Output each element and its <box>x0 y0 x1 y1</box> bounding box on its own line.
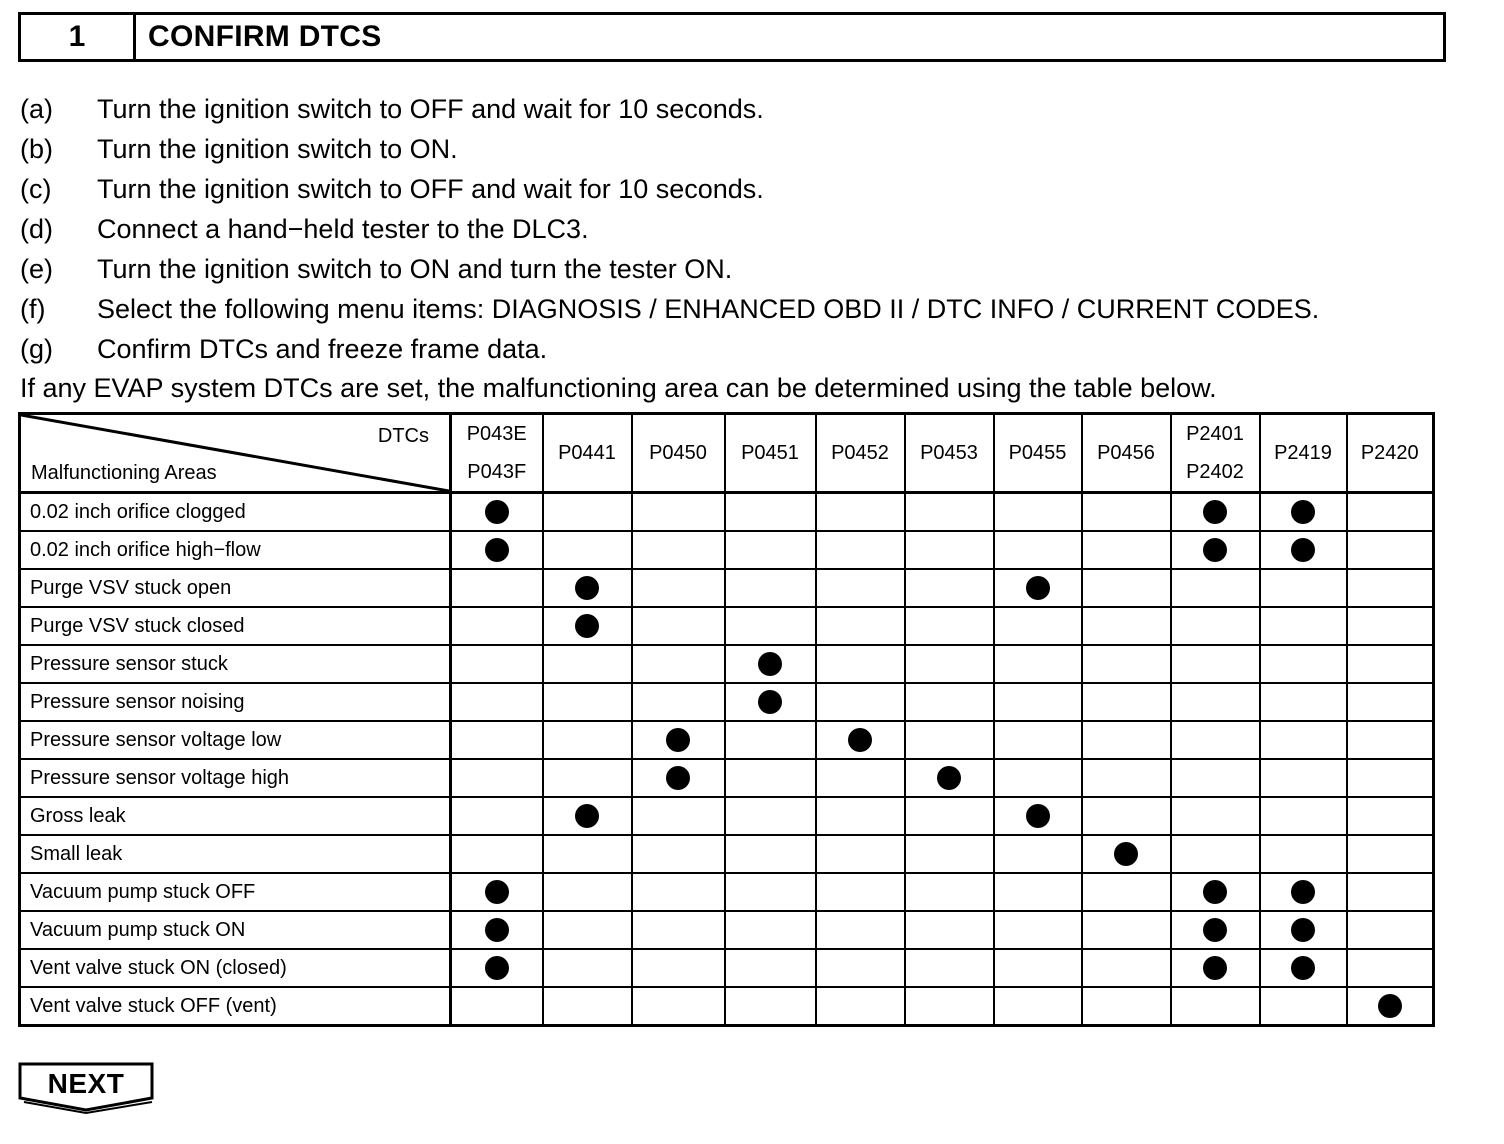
dtc-mark-cell <box>725 873 816 911</box>
dtc-mark-cell <box>725 835 816 873</box>
dtc-mark-cell <box>816 531 905 569</box>
dtc-mark-cell <box>905 569 994 607</box>
dtc-mark-cell <box>451 797 543 835</box>
dtc-mark-cell <box>1260 759 1347 797</box>
dtc-mark-cell <box>1260 873 1347 911</box>
procedure-step <box>20 89 1319 129</box>
dtc-mark-cell <box>1171 835 1260 873</box>
filled-dot-icon <box>485 956 509 980</box>
dtc-mark-cell <box>1082 797 1171 835</box>
dtc-mark-cell <box>725 797 816 835</box>
dtc-mark-cell <box>1082 987 1171 1026</box>
dtc-mark-cell <box>905 493 994 532</box>
dtc-mark-cell <box>1171 607 1260 645</box>
filled-dot-icon <box>485 538 509 562</box>
step-letter: (g) <box>20 333 53 364</box>
dtc-mark-cell <box>1347 797 1434 835</box>
procedure-step <box>20 289 1319 329</box>
dtc-code: P0451 <box>741 442 799 464</box>
dtc-code: P0455 <box>1008 442 1067 464</box>
dtc-mark-cell <box>451 949 543 987</box>
dtc-mark-cell <box>632 987 725 1026</box>
dtc-mark-cell <box>543 873 632 911</box>
filled-dot-icon <box>758 690 782 714</box>
filled-dot-icon <box>575 576 599 600</box>
dtc-mark-cell <box>543 569 632 607</box>
dtc-mark-cell <box>1082 569 1171 607</box>
dtc-column-header <box>905 414 994 493</box>
dtc-mark-cell <box>451 835 543 873</box>
dtc-mark-cell <box>1260 797 1347 835</box>
dtc-mark-cell <box>543 911 632 949</box>
table-corner-cell <box>20 414 451 493</box>
dtc-mark-cell <box>1347 683 1434 721</box>
dtc-mark-cell <box>994 645 1082 683</box>
dtc-mark-cell <box>1347 835 1434 873</box>
table-row <box>20 987 1434 1026</box>
dtc-mark-cell <box>816 835 905 873</box>
dtc-mark-cell <box>1347 911 1434 949</box>
dtc-mark-cell <box>451 911 543 949</box>
procedure-step <box>20 169 1319 209</box>
dtc-mark-cell <box>1082 873 1171 911</box>
dtc-mark-cell <box>994 721 1082 759</box>
dtc-mark-cell <box>1347 949 1434 987</box>
dtc-mark-cell <box>994 911 1082 949</box>
procedure-step <box>20 329 1319 369</box>
table-row <box>20 759 1434 797</box>
dtc-mark-cell <box>1347 721 1434 759</box>
dtc-mark-cell <box>543 645 632 683</box>
dtc-mark-cell <box>816 911 905 949</box>
dtc-mark-cell <box>543 683 632 721</box>
dtc-code: P0441 <box>558 442 616 464</box>
dtc-mark-cell <box>816 987 905 1026</box>
dtc-mark-cell <box>816 949 905 987</box>
filled-dot-icon <box>758 652 782 676</box>
filled-dot-icon <box>1203 880 1227 904</box>
dtc-mark-cell <box>451 987 543 1026</box>
dtc-mark-cell <box>1260 493 1347 532</box>
dtc-mark-cell <box>905 911 994 949</box>
dtc-mark-cell <box>451 873 543 911</box>
dtc-mark-cell <box>1347 987 1434 1026</box>
dtc-mark-cell <box>725 721 816 759</box>
dtc-mark-cell <box>543 835 632 873</box>
filled-dot-icon <box>1203 918 1227 942</box>
step-letter: (b) <box>20 133 53 164</box>
malfunction-area-cell: 0.02 inch orifice clogged <box>20 493 451 532</box>
dtc-mark-cell <box>905 607 994 645</box>
dtc-column-header <box>543 414 632 493</box>
dtc-column-header <box>451 414 543 493</box>
dtc-mark-cell <box>632 683 725 721</box>
filled-dot-icon <box>937 766 961 790</box>
dtc-column-header <box>1171 414 1260 493</box>
dtc-mark-cell <box>1082 949 1171 987</box>
table-row <box>20 911 1434 949</box>
step-letter: (a) <box>20 93 53 124</box>
dtc-mark-cell <box>816 683 905 721</box>
table-intro: If any EVAP system DTCs are set, the malfunctioning area can be determined using the table below. <box>20 372 1217 403</box>
step-title: CONFIRM DTCS <box>148 20 382 53</box>
dtc-mark-cell <box>994 987 1082 1026</box>
table-row <box>20 607 1434 645</box>
dtc-mark-cell <box>1260 607 1347 645</box>
dtc-mark-cell <box>816 493 905 532</box>
dtc-mark-cell <box>1082 531 1171 569</box>
malfunction-area-cell: Pressure sensor noising <box>20 683 451 721</box>
dtc-mark-cell <box>1171 531 1260 569</box>
dtc-mark-cell <box>1171 873 1260 911</box>
step-text: Turn the ignition switch to ON and turn the tester ON. <box>97 253 733 284</box>
dtc-mark-cell <box>816 607 905 645</box>
corner-dtcs-label: DTCs <box>377 425 429 447</box>
malfunction-area-cell: Pressure sensor voltage low <box>20 721 451 759</box>
dtc-mark-cell <box>451 721 543 759</box>
dtc-code: P2402 <box>1186 461 1244 483</box>
next-button-label: NEXT <box>47 1068 125 1099</box>
dtc-mark-cell <box>725 949 816 987</box>
procedure-step <box>20 209 1319 249</box>
filled-dot-icon <box>1026 804 1050 828</box>
filled-dot-icon <box>1203 500 1227 524</box>
dtc-mark-cell <box>1171 645 1260 683</box>
dtc-mark-cell <box>1347 607 1434 645</box>
dtc-mark-cell <box>543 721 632 759</box>
dtc-mark-cell <box>994 759 1082 797</box>
filled-dot-icon <box>485 500 509 524</box>
filled-dot-icon <box>485 918 509 942</box>
filled-dot-icon <box>485 880 509 904</box>
step-letter: (d) <box>20 213 53 244</box>
dtc-mark-cell <box>632 607 725 645</box>
table-row <box>20 531 1434 569</box>
dtc-mark-cell <box>994 873 1082 911</box>
dtc-mark-cell <box>905 835 994 873</box>
dtc-code: P0452 <box>831 442 889 464</box>
dtc-mark-cell <box>632 531 725 569</box>
malfunction-area-cell: Vent valve stuck ON (closed) <box>20 949 451 987</box>
table-row <box>20 683 1434 721</box>
malfunction-area-cell: Gross leak <box>20 797 451 835</box>
dtc-mark-cell <box>725 987 816 1026</box>
dtc-mark-cell <box>725 683 816 721</box>
dtc-mark-cell <box>994 569 1082 607</box>
dtc-mark-cell <box>816 873 905 911</box>
procedure-step <box>20 129 1319 169</box>
dtc-mark-cell <box>1347 759 1434 797</box>
dtc-mark-cell <box>994 493 1082 532</box>
dtc-mark-cell <box>816 721 905 759</box>
dtc-column-header <box>725 414 816 493</box>
dtc-mark-cell <box>632 911 725 949</box>
dtc-mark-cell <box>816 645 905 683</box>
dtc-mark-cell <box>1082 835 1171 873</box>
dtc-mark-cell <box>1082 645 1171 683</box>
dtc-mark-cell <box>1260 949 1347 987</box>
table-row <box>20 797 1434 835</box>
dtc-mark-cell <box>1082 759 1171 797</box>
dtc-code: P2419 <box>1274 442 1332 464</box>
dtc-mark-cell <box>543 759 632 797</box>
dtc-mark-cell <box>1171 493 1260 532</box>
step-letter: (f) <box>20 293 46 324</box>
dtc-column-header <box>1260 414 1347 493</box>
dtc-mark-cell <box>1260 683 1347 721</box>
malfunction-area-cell: Pressure sensor stuck <box>20 645 451 683</box>
dtc-mark-cell <box>994 607 1082 645</box>
malfunction-area-cell: 0.02 inch orifice high−flow <box>20 531 451 569</box>
dtc-mark-cell <box>451 683 543 721</box>
dtc-mark-cell <box>1171 797 1260 835</box>
filled-dot-icon <box>1203 538 1227 562</box>
dtc-mark-cell <box>543 987 632 1026</box>
table-row <box>20 493 1434 532</box>
dtc-mark-cell <box>725 759 816 797</box>
dtc-mark-cell <box>994 835 1082 873</box>
dtc-mark-cell <box>543 531 632 569</box>
dtc-mark-cell <box>1082 911 1171 949</box>
dtc-mark-cell <box>905 531 994 569</box>
procedure-steps <box>20 89 1319 369</box>
dtc-mark-cell <box>816 569 905 607</box>
dtc-mark-cell <box>905 987 994 1026</box>
dtc-mark-cell <box>543 493 632 532</box>
filled-dot-icon <box>1114 842 1138 866</box>
dtc-mark-cell <box>1347 531 1434 569</box>
procedure-step <box>20 249 1319 289</box>
dtc-mark-cell <box>1347 493 1434 532</box>
corner-areas-label: Malfunctioning Areas <box>31 462 217 484</box>
dtc-column-header <box>632 414 725 493</box>
dtc-mark-cell <box>1260 569 1347 607</box>
next-button[interactable] <box>18 1062 158 1114</box>
dtc-code: P043E <box>466 423 527 445</box>
filled-dot-icon <box>1291 500 1315 524</box>
dtc-mark-cell <box>1260 645 1347 683</box>
dtc-mark-cell <box>1260 835 1347 873</box>
dtc-mark-cell <box>632 569 725 607</box>
dtc-mark-cell <box>905 645 994 683</box>
malfunction-area-cell: Pressure sensor voltage high <box>20 759 451 797</box>
dtc-mark-cell <box>725 531 816 569</box>
dtc-mark-cell <box>1260 531 1347 569</box>
malfunction-area-cell: Vent valve stuck OFF (vent) <box>20 987 451 1026</box>
filled-dot-icon <box>1291 538 1315 562</box>
dtc-mark-cell <box>632 759 725 797</box>
dtc-mark-cell <box>632 645 725 683</box>
malfunction-area-cell: Vacuum pump stuck OFF <box>20 873 451 911</box>
dtc-mark-cell <box>1171 569 1260 607</box>
dtc-mark-cell <box>905 873 994 911</box>
dtc-mark-cell <box>451 645 543 683</box>
table-row <box>20 873 1434 911</box>
dtc-mark-cell <box>1171 721 1260 759</box>
step-text: Turn the ignition switch to ON. <box>97 133 458 164</box>
step-number: 1 <box>21 15 136 59</box>
dtc-mark-cell <box>725 911 816 949</box>
filled-dot-icon <box>1291 956 1315 980</box>
dtc-mark-cell <box>816 797 905 835</box>
dtc-mark-cell <box>816 759 905 797</box>
dtc-mark-cell <box>1171 911 1260 949</box>
malfunction-area-cell: Small leak <box>20 835 451 873</box>
dtc-mark-cell <box>994 531 1082 569</box>
dtc-mark-cell <box>1171 949 1260 987</box>
malfunction-area-cell: Vacuum pump stuck ON <box>20 911 451 949</box>
filled-dot-icon <box>666 766 690 790</box>
dtc-column-header <box>1347 414 1434 493</box>
filled-dot-icon <box>1291 880 1315 904</box>
dtc-mark-cell <box>632 873 725 911</box>
dtc-code: P2420 <box>1360 442 1419 464</box>
dtc-mark-cell <box>632 835 725 873</box>
dtc-mark-cell <box>451 531 543 569</box>
malfunction-area-cell: Purge VSV stuck closed <box>20 607 451 645</box>
dtc-mark-cell <box>1260 721 1347 759</box>
dtc-mark-cell <box>451 607 543 645</box>
table-row <box>20 949 1434 987</box>
step-text: Turn the ignition switch to OFF and wait for 10 seconds. <box>97 93 764 124</box>
dtc-mark-cell <box>725 607 816 645</box>
dtc-mark-cell <box>725 569 816 607</box>
filled-dot-icon <box>1203 956 1227 980</box>
filled-dot-icon <box>1378 994 1402 1018</box>
step-text: Connect a hand−held tester to the DLC3. <box>97 213 589 244</box>
dtc-mark-cell <box>632 493 725 532</box>
dtc-code: P0450 <box>649 442 707 464</box>
table-row <box>20 721 1434 759</box>
dtc-mark-cell <box>905 721 994 759</box>
dtc-mark-cell <box>1082 721 1171 759</box>
table-row <box>20 569 1434 607</box>
filled-dot-icon <box>848 728 872 752</box>
table-row <box>20 835 1434 873</box>
dtc-mark-cell <box>1347 569 1434 607</box>
malfunction-area-cell: Purge VSV stuck open <box>20 569 451 607</box>
dtc-mark-cell <box>725 493 816 532</box>
step-text: Confirm DTCs and freeze frame data. <box>97 333 548 364</box>
dtc-mark-cell <box>994 683 1082 721</box>
dtc-column-header <box>994 414 1082 493</box>
step-letter: (e) <box>20 253 53 284</box>
step-text: Select the following menu items: DIAGNOSIS / ENHANCED OBD II / DTC INFO / CURRENT CODES. <box>97 293 1320 324</box>
dtc-mark-cell <box>451 569 543 607</box>
dtc-mark-cell <box>1347 645 1434 683</box>
dtc-code: P0456 <box>1097 442 1155 464</box>
dtc-mark-cell <box>451 493 543 532</box>
dtc-mark-cell <box>905 683 994 721</box>
dtc-mark-cell <box>905 949 994 987</box>
dtc-area-table <box>18 412 1435 1027</box>
dtc-mark-cell <box>1347 873 1434 911</box>
dtc-code: P2401 <box>1186 423 1244 445</box>
dtc-mark-cell <box>1171 759 1260 797</box>
dtc-column-header <box>816 414 905 493</box>
step-text: Turn the ignition switch to OFF and wait for 10 seconds. <box>97 173 764 204</box>
dtc-column-header <box>1082 414 1171 493</box>
dtc-mark-cell <box>994 797 1082 835</box>
filled-dot-icon <box>666 728 690 752</box>
filled-dot-icon <box>1026 576 1050 600</box>
dtc-mark-cell <box>1171 683 1260 721</box>
dtc-mark-cell <box>1082 493 1171 532</box>
dtc-mark-cell <box>1082 683 1171 721</box>
dtc-mark-cell <box>725 645 816 683</box>
table-header-row <box>20 414 1434 493</box>
dtc-mark-cell <box>543 797 632 835</box>
dtc-code: P0453 <box>920 442 978 464</box>
dtc-mark-cell <box>905 797 994 835</box>
dtc-code: P043F <box>467 461 527 483</box>
dtc-mark-cell <box>632 721 725 759</box>
dtc-mark-cell <box>632 949 725 987</box>
dtc-mark-cell <box>1082 607 1171 645</box>
filled-dot-icon <box>575 614 599 638</box>
dtc-mark-cell <box>543 949 632 987</box>
dtc-mark-cell <box>543 607 632 645</box>
dtc-mark-cell <box>1171 987 1260 1026</box>
dtc-mark-cell <box>632 797 725 835</box>
dtc-mark-cell <box>1260 987 1347 1026</box>
step-header <box>18 12 1446 62</box>
filled-dot-icon <box>1291 918 1315 942</box>
dtc-mark-cell <box>905 759 994 797</box>
table-row <box>20 645 1434 683</box>
dtc-mark-cell <box>1260 911 1347 949</box>
dtc-mark-cell <box>994 949 1082 987</box>
filled-dot-icon <box>575 804 599 828</box>
step-letter: (c) <box>20 173 52 204</box>
dtc-mark-cell <box>451 759 543 797</box>
